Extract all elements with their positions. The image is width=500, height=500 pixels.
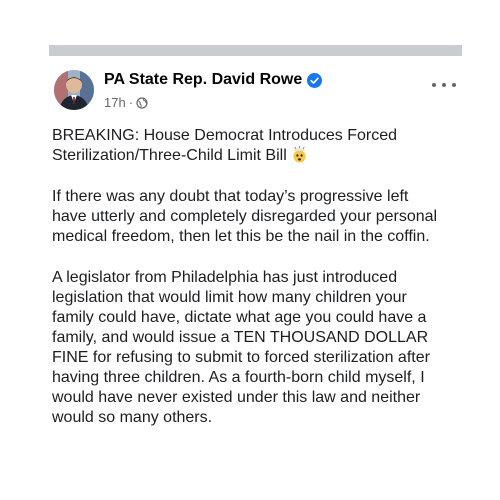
- more-options-button[interactable]: [432, 78, 456, 92]
- exploding-head-emoji: [291, 146, 308, 163]
- more-dot: [442, 83, 446, 87]
- author-avatar[interactable]: [54, 70, 94, 110]
- post-body: [52, 126, 458, 449]
- author-name-text[interactable]: PA State Rep. David Rowe: [104, 71, 303, 88]
- post-line: A legislator from Philadelphia has just introduced: [52, 269, 398, 286]
- feed-top-divider: [49, 45, 462, 56]
- post-line: would have never existed under this law and neither: [52, 389, 421, 406]
- post-line: family could have, dictate what age you could have a: [52, 309, 427, 326]
- post-line: medical freedom, then let this be the nail in the coffin.: [52, 228, 430, 245]
- globe-icon: [136, 97, 148, 109]
- post-paragraph-intro: [52, 187, 458, 247]
- post-line: have utterly and completely disregarded your personal: [52, 208, 438, 225]
- post-line: FINE for refusing to submit to forced sterilization after: [52, 349, 430, 366]
- post-line-with-emoji: [52, 146, 458, 166]
- more-dot: [452, 83, 456, 87]
- post-line: would so many others.: [52, 409, 213, 426]
- post-timestamp[interactable]: 17h: [104, 95, 126, 110]
- post-line: If there was any doubt that today’s progressive left: [52, 188, 409, 205]
- post-line: legislation that would limit how many children your: [52, 289, 407, 306]
- post-paragraph-headline: [52, 126, 458, 166]
- post-meta: [104, 95, 148, 110]
- post-line: having three children. As a fourth-born child myself, I: [52, 369, 425, 386]
- post-line: family, and would issue a TEN THOUSAND DOLLAR: [52, 329, 429, 346]
- meta-separator: ·: [128, 95, 134, 110]
- more-dot: [432, 83, 436, 87]
- post-header: [49, 64, 462, 112]
- post-paragraph-details: [52, 268, 458, 428]
- verified-badge-icon: [307, 73, 322, 88]
- post-author-name[interactable]: [104, 71, 322, 89]
- facebook-post: [49, 56, 462, 456]
- avatar-portrait-icon: [54, 70, 94, 110]
- post-line: Sterilization/Three-Child Limit Bill: [52, 147, 287, 164]
- post-line: BREAKING: House Democrat Introduces Forced: [52, 127, 398, 144]
